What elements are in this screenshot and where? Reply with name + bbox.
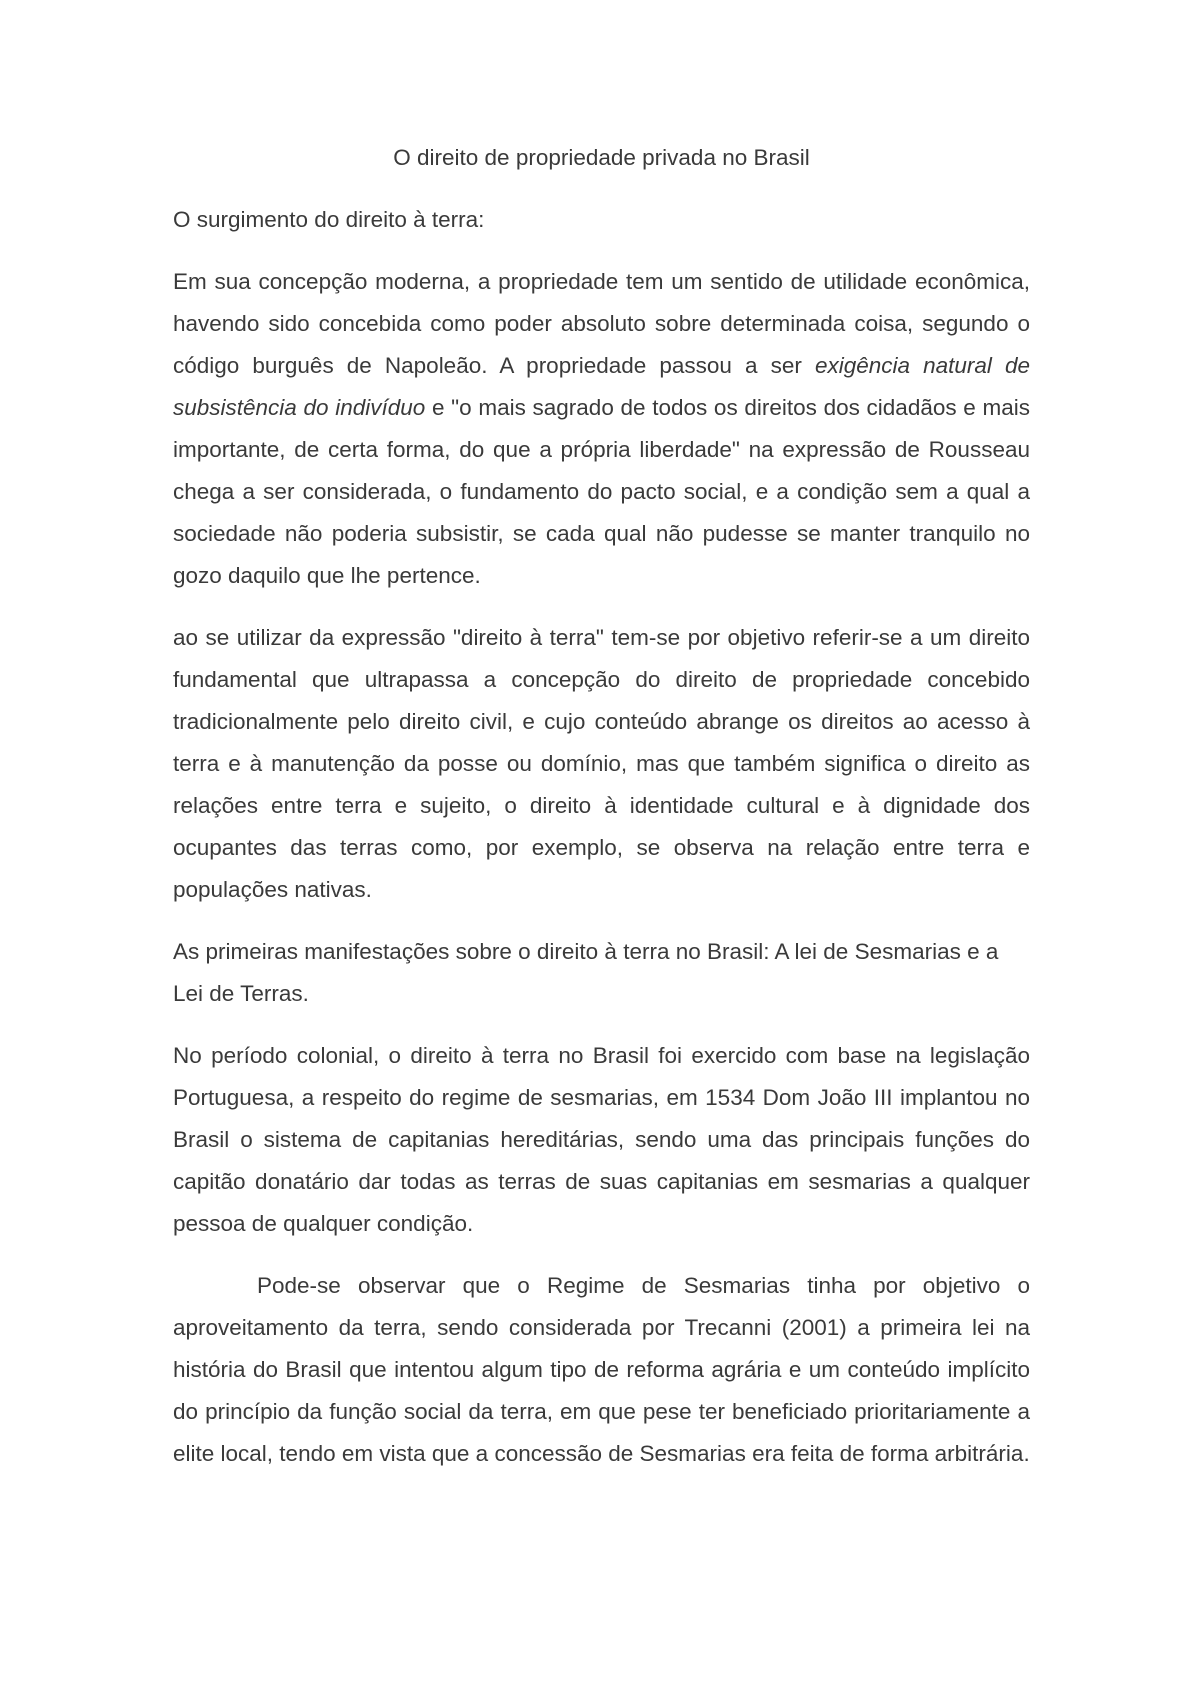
paragraph-sesmarias-regime: Pode-se observar que o Regime de Sesmarias tinha por objetivo o aproveitamento da terra, sendo considerada por Trecanni (2001) a primeira lei na história do Brasil que intentou algum tipo de reforma agrária e um conteúdo implícito do princípio da função social da terra, em que pese ter beneficiado prioritariamente a elite local, tendo em vista que a concessão de Sesmarias era feita de forma arbitrária. xyxy=(173,1273,1030,1466)
italic-phrase: exigência natural de subsistência do indivíduo xyxy=(173,353,1030,420)
document-title: O direito de propriedade privada no Brasil xyxy=(393,145,810,170)
paragraph-right-to-land: ao se utilizar da expressão "direito à terra" tem-se por objetivo referir-se a um direito fundamental que ultrapassa a concepção do direito de propriedade concebido tradicionalmente pelo direito civil, e cujo conteúdo abrange os direitos ao acesso à terra e à manutenção da posse ou domínio, mas que também significa o direito as relações entre terra e sujeito, o direito à identidade cultural e à dignidade dos ocupantes das terras como, por exemplo, se observa na relação entre terra e populações nativas. xyxy=(173,625,1030,902)
document-body xyxy=(173,137,1030,1495)
paragraph-modern-property xyxy=(173,261,1030,597)
paragraph-text: e "o mais sagrado de todos os direitos dos cidadãos e mais importante, de certa forma, do que a própria liberdade" na expressão de Rousseau chega a ser considerada, o fundamento do pacto social, e a condição sem a qual a sociedade não poderia subsistir, se cada qual não pudesse se manter tranquilo no gozo daquilo que lhe pertence. xyxy=(173,395,1030,588)
section-heading-origin: O surgimento do direito à terra: xyxy=(173,207,485,232)
paragraph-text: Em sua concepção moderna, a propriedade tem um sentido de utilidade econômica, havendo sido concebida como poder absoluto sobre determinada coisa, segundo o código burguês de Napoleão. A propriedade passou a ser xyxy=(173,269,1030,378)
section-heading-first-manifestations: As primeiras manifestações sobre o direito à terra no Brasil: A lei de Sesmarias e a Lei de Terras. xyxy=(173,939,999,1006)
paragraph-colonial-period: No período colonial, o direito à terra no Brasil foi exercido com base na legislação Portuguesa, a respeito do regime de sesmarias, em 1534 Dom João III implantou no Brasil o sistema de capitanias hereditárias, sendo uma das principais funções do capitão donatário dar todas as terras de suas capitanias em sesmarias a qualquer pessoa de qualquer condição. xyxy=(173,1043,1030,1236)
